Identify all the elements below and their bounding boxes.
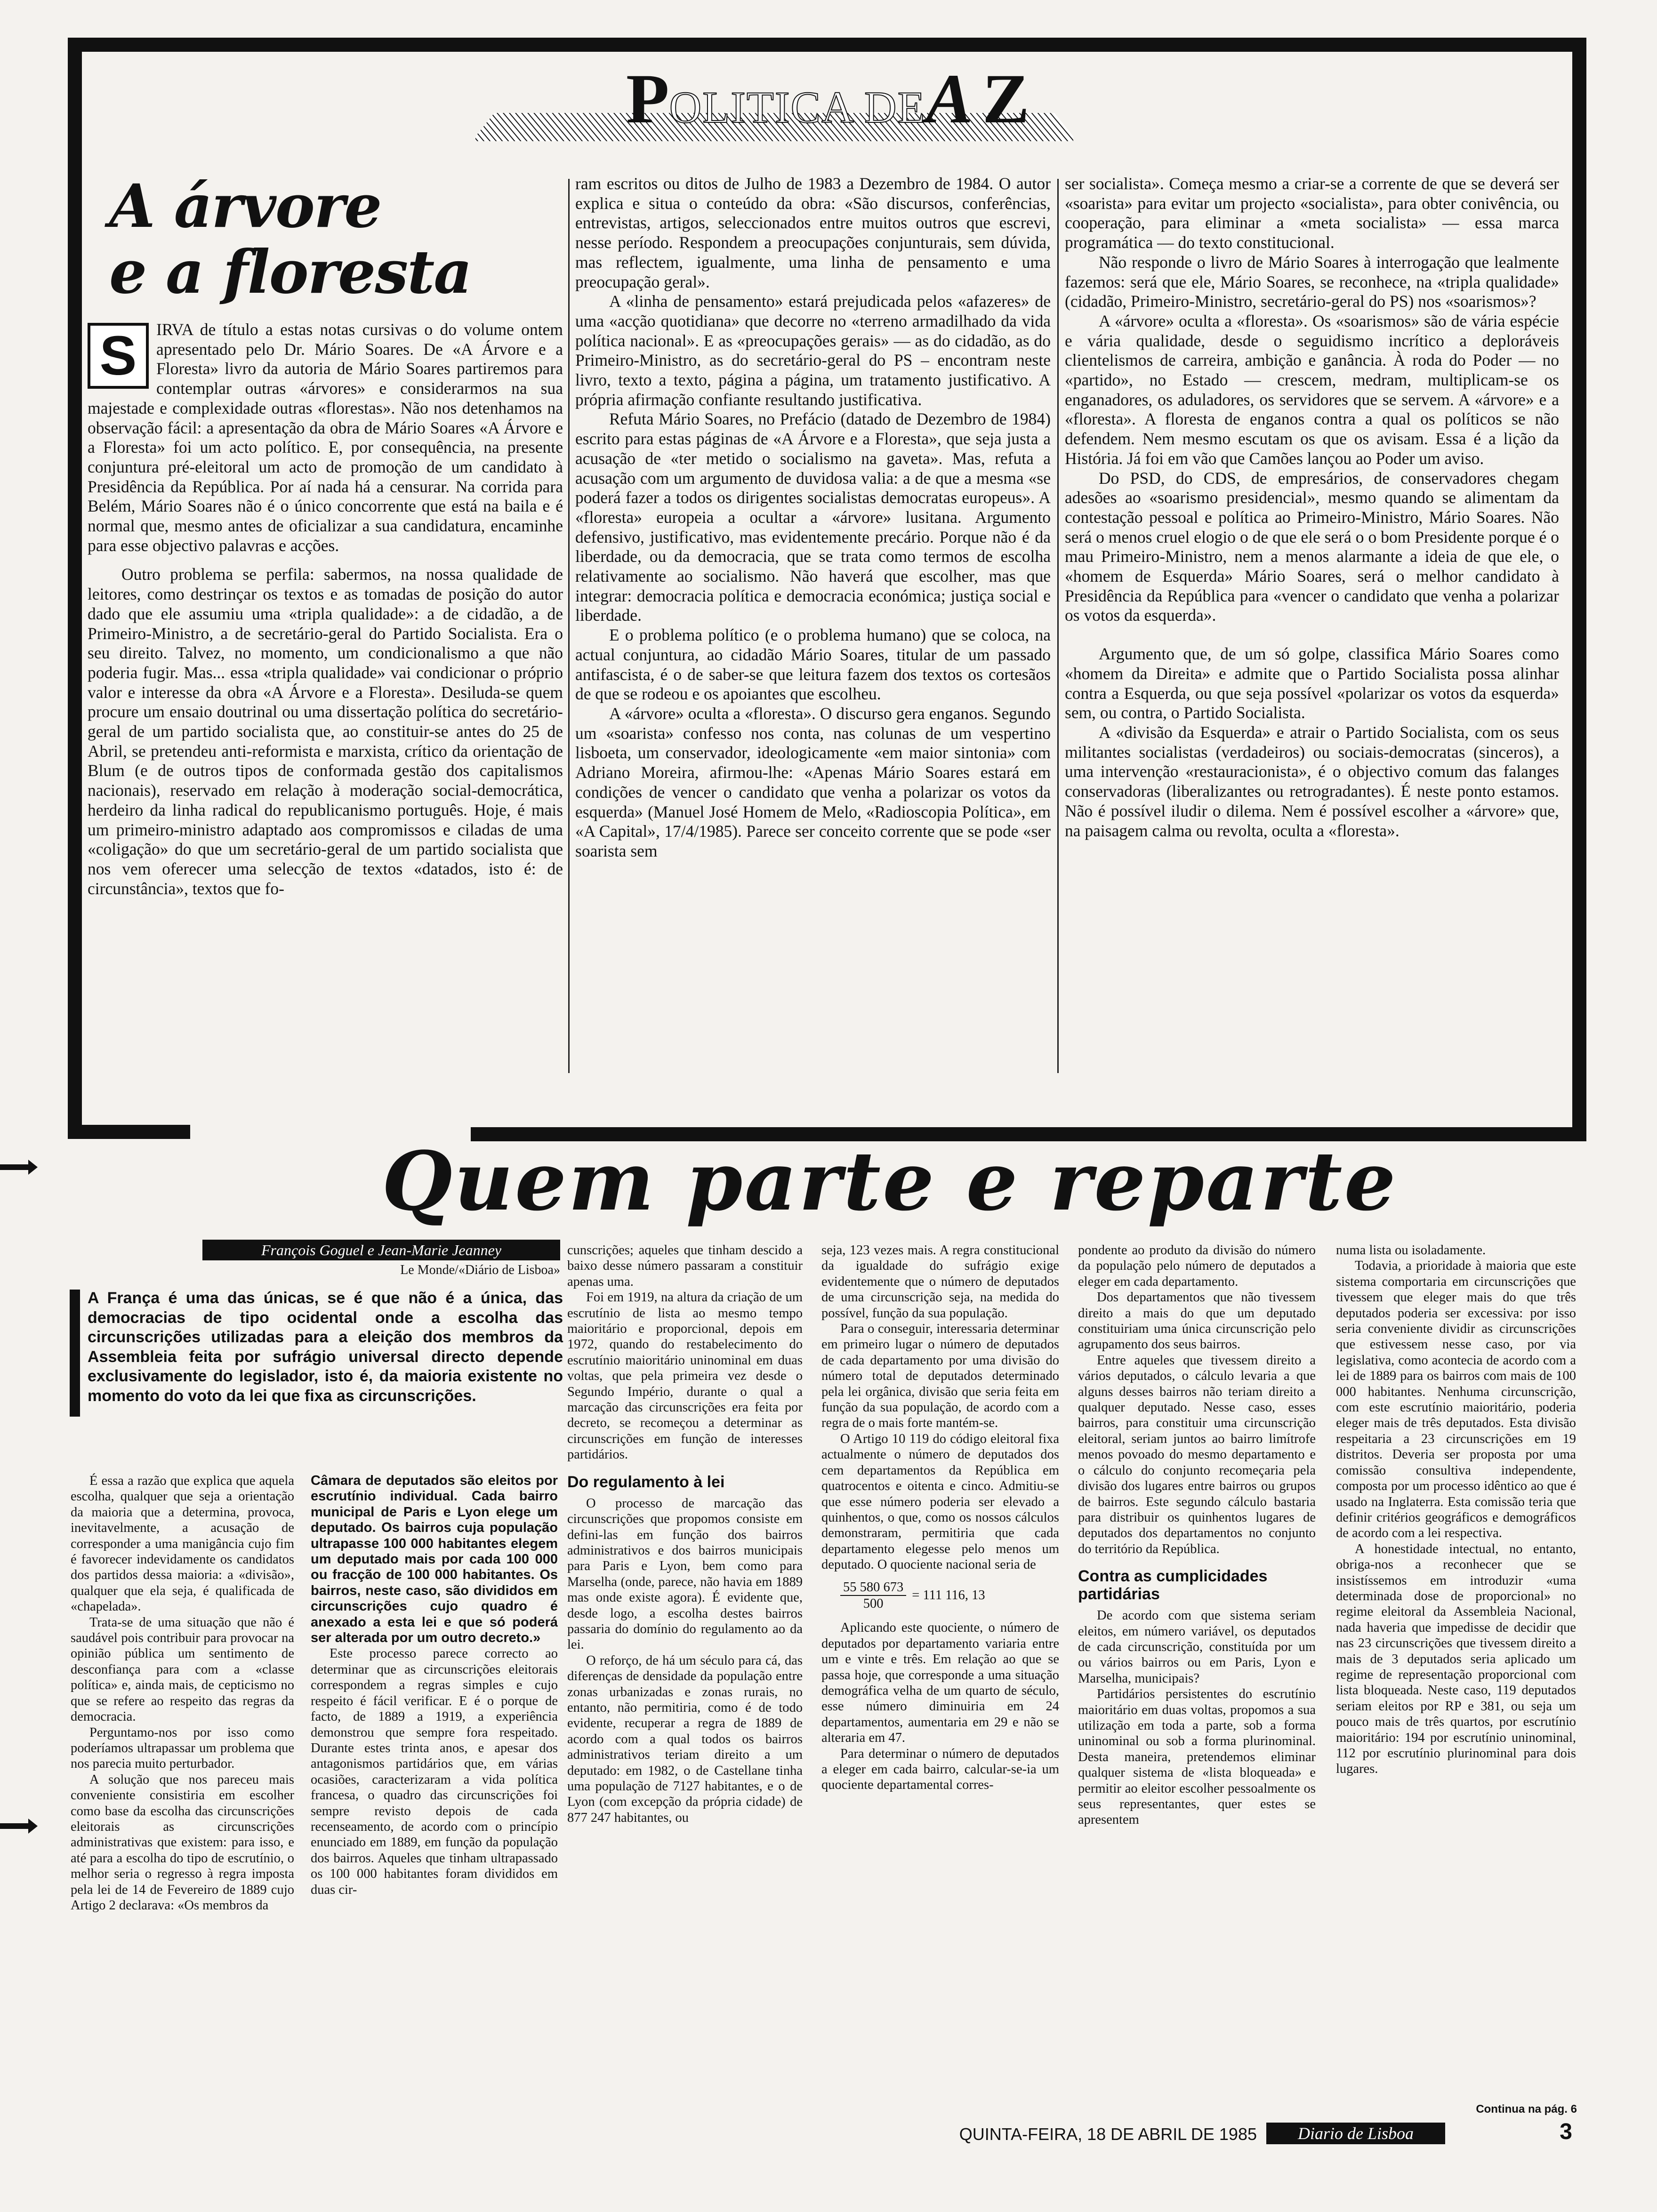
top-col2-para-4: E o problema político (e o problema humano) que se coloca, na actual conjuntura, ao cidadão Mário Soares, titular de um passado antifascista, é o de saber-se que leitura fazem dos textos os cortesãos de que se rodeou e os apoiantes que escolheu.	[575, 625, 1051, 704]
register-mark-1	[0, 1158, 38, 1177]
top-col2-para-1: ram escritos ou ditos de Julho de 1983 a Dezembro de 1984. O autor explica e situa o conteúdo da obra: «São discursos, conferências, entrevistas, artigos, seleccionados entre muitos outros que escrevi, nesse período. Respondem a preocupações conjunturais, sem dúvida, mas reflectem, igualmente, uma linha de pensamento e uma preocupação geral».	[575, 174, 1051, 291]
bottom-column-4	[821, 1242, 1059, 1793]
frame-corner-left	[68, 1059, 190, 1162]
footer-paper-name: Diario de Lisboa	[1297, 2124, 1414, 2143]
top-col1-para-2: Outro problema se perfila: sabermos, na nossa qualidade de leitores, como destrinçar os textos e as tomadas de posição do autor dado que ele assumiu uma «tripla qualidade»: a de cidadão, a de Primeiro-Ministro, a de secretário-geral do Partido Socialista. Era o seu direito. Talvez, no momento, um condicionalismo a que não poderia fugir. Mas... essa «tripla qualidade» vai condicionar o próprio valor e interesse da obra «A Árvore e a Floresta». Desiluda-se quem procure um ensaio doutrinal ou uma dissertação política do secretário-geral de um partido socialista que, ao constituir-se antes do 25 de Abril, se pretendeu anti-reformista e marxista, crítico da orientação de Blum (e de outros tipos de conformada gestão dos capitalismos nacionais), reservado em relação à moderação social-democrática, herdeiro da linha radical do republicanismo português. Hoje, é mais um primeiro-ministro adaptado aos compromissos e ciladas de uma «coligação» do que um secretário-geral de um partido socialista que nos vem oferecer uma selecção de textos «datados, isto é: de circunstância», textos que fo-	[88, 565, 563, 898]
frame-top-bar	[68, 38, 1586, 52]
headline-line-1: A árvore	[109, 171, 381, 241]
kicker-z: Z	[982, 60, 1030, 138]
top-col3-para-1: ser socialista». Começa mesmo a criar-se a corrente de que se deverá ser «soarista» para evitar um projecto «socialista», para obter conivência, ou cooperação, para eliminar a «meta socialista» — essa marca programática — do texto constitucional.	[1065, 174, 1559, 252]
kicker-p: P	[626, 60, 669, 138]
bottom-column-5	[1078, 1242, 1316, 1828]
footer-page-number: 3	[1560, 2119, 1572, 2144]
headline-line-2: e a floresta	[109, 237, 471, 307]
bottom-col3-para-2: Foi em 1919, na altura da criação de um escrutínio de lista ao mesmo tempo maioritário e proporcional, depois em 1972, quando do restabelecimento do escrutínio maioritário uninominal em duas voltas, que pela primeira vez desde o Segundo Império, durante o qual a marcação das circunscrições era feita por decreto, se recomeçou a determinar as circunscrições em função de interesses partidários.	[567, 1290, 803, 1462]
dropcap-letter: S	[99, 325, 137, 387]
register-mark-2	[0, 1817, 38, 1835]
kicker-olitica: OLITICA DE	[669, 82, 926, 132]
top-col3-para-3: A «árvore» oculta a «floresta». Os «soarismos» são de vária espécie e vária qualidade, desde o seguidismo incrítico a deploráveis clientelismos de carreira, ambição e ganância. À roda do Poder — no «partido», no Estado — crescem, medram, multiplicam-se os enganadores, os aduladores, os servidores que se servem. A «árvore» e a «floresta». A floresta de enganos contra a qual os políticos se não defendem. Nem mesmo escutam os que os avisam. Essa é a lição da História. Já foi em vão que Camões lançou ao Poder um aviso.	[1065, 311, 1559, 468]
top-col3-para-6: A «divisão da Esquerda» e atrair o Partido Socialista, com os seus militantes socialistas (verdadeiros) ou sociais-democratas (sinceros), a uma intervenção «restauracionista», é o objectivo comum das falanges conservadoras (liberalizantes ou retrogradantes). É neste ponto estamos. Não é possível iludir o dilema. Nem é possível escolher a «árvore» que, na paisagem calma ou revolta, oculta a «floresta».	[1065, 722, 1559, 840]
top-col3-para-5: Argumento que, de um só golpe, classifica Mário Soares como «homem da Direita» e admite que o Partido Socialista possa alinhar contra a Esquerda, ou que seja possível «polarizar os votos da esquerda» sem, ou contra, o Partido Socialista.	[1065, 644, 1559, 722]
bottom-column-3	[567, 1242, 803, 1826]
lead-bar	[70, 1290, 80, 1417]
top-column-3	[1065, 174, 1559, 841]
top-col3-para-2: Não responde o livro de Mário Soares à interrogação que lealmente fazemos: será que ele, Mário Soares, se reconhece, na «tripla qualidade» (cidadão, Primeiro-Ministro, secretário-geral do PS) nos «soarismos»?	[1065, 252, 1559, 311]
formula-numerator: 55 580 673	[840, 1579, 906, 1596]
quotient-formula	[840, 1579, 1059, 1612]
continua-note: Continua na pág. 6	[1476, 2103, 1577, 2116]
frame-corner-right	[1450, 1021, 1586, 1141]
byline-source: Le Monde/«Diário de Lisboa»	[400, 1263, 560, 1277]
top-col2-para-5: A «árvore» oculta a «floresta». O discurso gera enganos. Segundo um «soarista» confesso nos conta, nas colunas de um vespertino lisboeta, um conservador, ideologicamente «em maior sintonia» com Adriano Moreira, afirmou-lhe: «Apenas Mário Soares estará em condições de vencer o candidato que venha a polarizar os votos da esquerda» (Manuel José Homem de Melo, «Radioscopia Política», em «A Capital», 17/4/1985). Parece ser conceito corrente que se pode «ser soarista sem	[575, 704, 1051, 860]
footer-masthead	[1266, 2123, 1445, 2144]
bottom-col6-para-3: A honestidade intectual, no entanto, obriga-nos a reconhecer que se insistíssemos em introduzir «uma determinada dose de proporcional» no regime eleitoral da Assembleia Nacional, nada haveria que impedisse de decidir que nas 23 circunscrições que tivessem direito a mais de 3 deputados seria aplicado um regime de representação proporcional com lista bloqueada. Neste caso, 119 deputados seriam eleitos por RP e 381, ou seja um pouco mais de três quartos, por escrutínio maioritário: 194 por escrutínio uninominal, 112 por escrutínio plurinominal para dois lugares.	[1336, 1541, 1576, 1777]
bottom-col3-heading: Do regulamento à lei	[567, 1473, 725, 1491]
bottom-col5-para-4: De acordo com que sistema seriam eleitos, em número variável, os deputados de cada circunscrição, constituída por um ou vários bairros ou em Paris, Lyon e Marselha, municipais?	[1078, 1608, 1316, 1686]
kicker-banner	[475, 60, 1073, 141]
kicker-a: A	[925, 60, 973, 138]
byline-text: François Goguel e Jean-Marie Jeanney	[261, 1242, 502, 1258]
bottom-col5-para-2: Dos departamentos que não tivessem direito a mais do que um deputado constituiriam uma única circunscrição pelo agrupamento dos seus bairros.	[1078, 1290, 1316, 1352]
top-column-1	[88, 320, 563, 898]
bottom-col3-para-4: O reforço, de há um século para cá, das diferenças de densidade da população entre zonas urbanizadas e zonas rurais, no entanto, não permitiria, como é de todo evidente, recuperar a regra de 1889 de acordo com a qual todos os bairros administrativos teriam direito a um deputado: em 1982, o de Castellane tinha uma população de 7127 habitantes, e o de Lyon (com excepção da própria cidade) de 877 247 habitantes, ou	[567, 1653, 803, 1825]
footer-date: QUINTA-FEIRA, 18 DE ABRIL DE 1985	[959, 2124, 1257, 2144]
bottom-col4-para-5: Para determinar o número de deputados a eleger em cada bairro, calcular-se-ia um quociente departamental corres-	[821, 1746, 1059, 1793]
bottom-col1-para-2: Trata-se de uma situação que não é saudável pois contribuir para provocar na opinião pública um sentimento de desconfiança para com a «classe política» e, ainda mais, de cepticismo no que se refere ao respeito das regras da democracia.	[71, 1615, 294, 1724]
bottom-col5-para-5: Partidários persistentes do escrutínio maioritário em duas voltas, propomos a sua utilização em toda a parte, sob a forma uninominal ou sob a forma plurinominal. Desta maneira, pretendemos eliminar qualquer sistema de «lista bloqueada» e permitir ao eleitor escolher pessoalmente os seus representantes, quer estes se apresentem	[1078, 1687, 1316, 1827]
bottom-column-2	[311, 1473, 558, 1898]
bottom-column-1	[71, 1473, 294, 1913]
bottom-col1-para-3: Perguntamo-nos por isso como poderíamos ultrapassar um problema que nos parecia muito perturbador.	[71, 1725, 294, 1771]
bottom-col4-para-1: seja, 123 vezes mais. A regra constitucional da igualdade do sufrágio exige evidentemente que o número de deputados de uma circunscrição seja, na medida do possível, função da sua população.	[821, 1243, 1059, 1321]
bottom-col1-para-1: É essa a razão que explica que aquela escolha, qualquer que seja a orientação da maioria que a determina, provoca, inevitavelmente, a acusação de corresponder a uma manigância cujo fim é favorecer indevidamente os candidatos dos partidos dessa maioria: a «divisão», qualquer que ela seja, é qualificada de «chapelada».	[71, 1474, 294, 1614]
bottom-col4-para-2: Para o conseguir, interessaria determinar em primeiro lugar o número de deputados de cada departamento por uma divisão do número total de deputados determinado pela lei orgânica, divisão que seria feita em função da sua população, de acordo com a regra de o mais forte mantém-se.	[821, 1322, 1059, 1431]
lead-paragraph: A França é uma das únicas, se é que não é a única, das democracias de tipo ocidental onde a escolha das circunscrições utilizadas para a eleição dos membros da Assembleia feita por sufrágio universal directo depende exclusivamente do legislador, isto é, da maioria existente no momento do voto da lei que fixa as circunscrições.	[88, 1289, 563, 1405]
bottom-col6-para-1: numa lista ou isoladamente.	[1336, 1243, 1486, 1258]
bottom-col1-para-4: A solução que nos pareceu mais conveniente consistiria em escolher como base da escolha das circunscrições eleitorais as circunscrições administrativas que existem: para isso, e até para a escolha do tipo de escrutínio, o melhor seria o regresso à regra imposta pela lei de 14 de Fevereiro de 1889 cujo Artigo 2 declarava: «Os membros da	[71, 1772, 294, 1913]
top-column-2	[575, 174, 1051, 861]
bottom-col3-para-3: O processo de marcação das circunscrições que propomos consiste em defini-las em função dos bairros administrativos e dos bairros municipais para Paris e Lyon, bem como para Marselha (onde, parece, não havia em 1889 mas onde existe agora). É evidente que, desde logo, a escolha destes bairros passaria do domínio do regulamento ao da lei.	[567, 1496, 803, 1652]
frame-right-bar	[1572, 38, 1586, 1026]
bottom-col2-para-1: Este processo parece correcto ao determinar que as circunscrições eleitorais correspondem a regras simples e cujo respeito é fácil verificar. E é o porque de facto, de 1889 a 1919, a experiência demonstrou que sempre fora respeitado. Durante estes trinta anos, e apesar dos antagonismos partidários que, em várias ocasiões, caracterizaram a vida política francesa, o quadro das circunscrições foi sempre revisto depois de cada recenseamento, de acordo com o princípio enunciado em 1889, em função da população dos bairros. Aqueles que tinham ultrapassado os 100 000 habitantes foram divididos em duas cir-	[311, 1646, 558, 1897]
top-col1-para-1: IRVA de título a estas notas cursivas o do volume ontem apresentado pelo Dr. Mário Soares. De «A Árvore e a Floresta» livro da autoria de Mário Soares partiremos para contemplar outras «árvores» e considerarmos na sua majestade e complexidade outras «florestas». Não nos detenhamos na observação fácil: a apresentação da obra de Mário Soares «A Árvore e a Floresta» foi um acto político. E, por consequência, na presente conjuntura pré-eleitoral um acto de promoção de um candidato à Presidência da República. Por aí nada há a censurar. Na corrida para Belém, Mário Soares não é o único concorrente que está na baila e é normal que, mesmo antes de oficializar a sua candidatura, encaminhe para esse objectivo palavras e acções.	[88, 320, 563, 555]
bottom-col4-para-3: O Artigo 10 119 do código eleitoral fixa actualmente o número de deputados dos cem departamentos da República em quatrocentos e oitenta e cinco. Admitiu-se que esse número poderia ser elevado a quinhentos, o que, como os nossos cálculos demonstraram, permitiria que cada departamento elegesse pelo menos um deputado. O quociente nacional seria de	[821, 1431, 1059, 1572]
headline-bottom: Quem parte e reparte	[382, 1133, 1398, 1229]
bottom-column-6	[1336, 1242, 1576, 1777]
formula-result: = 111 116, 13	[912, 1588, 985, 1603]
bottom-col5-heading: Contra as cumplicidades partidárias	[1078, 1567, 1268, 1603]
bottom-col5-para-1: pondente ao produto da divisão do número da população pelo número de deputados a eleger em cada departamento.	[1078, 1243, 1316, 1289]
dropcap	[88, 323, 149, 389]
bottom-col3-para-1: cunscrições; aqueles que tinham descido a baixo desse número passaram a constituir apenas uma.	[567, 1243, 803, 1289]
top-col2-para-3: Refuta Mário Soares, no Prefácio (datado de Dezembro de 1984) escrito para estas páginas de «A Árvore e a Floresta», que seja justa a acusação de «ter metido o socialismo na gaveta». Mas, refuta a acusação com um argumento de duvidosa valia: a de que a mesma «se poderá fazer a todos os dirigentes socialistas democratas europeus». A «floresta» europeia a ocultar a «árvore» lusitana. Argumento defensivo, justificativo, mas evidentemente precário. Porque não é da liberdade, ou da democracia, que se trata como termos de escolha relativamente ao socialismo. Não haverá que escolher, mas que integrar: democracia política e democracia económica; justiça social e liberdade.	[575, 409, 1051, 625]
formula-denominator: 500	[863, 1596, 884, 1611]
bottom-col4-para-4: Aplicando este quociente, o número de deputados por departamento variaria entre um e vinte e três. Em relação ao que se passa hoje, que corresponde a uma situação demográfica velha de um quarto de século, esse número diminuiria em 24 departamentos, aumentaria em 29 e não se alteraria em 47.	[821, 1620, 1059, 1746]
bottom-col5-para-3: Entre aqueles que tivessem direito a vários deputados, o cálculo levaria a que alguns desses bairros não teriam direito a qualquer deputado. Nesse caso, esses bairros, para constituir uma circunscrição eleitoral, seriam juntos ao bairro limítrofe menos povoado do mesmo departamento e o cálculo do conjunto recomeçaria pela divisão dos lugares entre bairros ou grupos de bairros. Este segundo cálculo bastaria para distribuir os quinhentos lugares de deputados dos departamentos no conjunto do território da República.	[1078, 1353, 1316, 1556]
byline	[202, 1240, 560, 1260]
bottom-col2-bold: Câmara de deputados são eleitos por escrutínio individual. Cada bairro municipal de Paris e Lyon elege um deputado. Os bairros cuja população ultrapasse 100 000 habitantes elegem um deputado mais por cada 100 000 ou fracção de 100 000 habitantes. Os bairros, neste caso, são divididos em circunscrições cujo quadro é anexado a esta lei e que só poderá ser alterada por um outro decreto.»	[311, 1473, 558, 1646]
top-col2-para-2: A «linha de pensamento» estará prejudicada pelos «afazeres» de uma «acção quotidiana» que decorre no «terreno armadilhado da vida política nacional». E as «preocupações gerais» — as do cidadão, as do Primeiro-Ministro, as do secretário-geral do PS – encontram neste livro, texto a texto, página a página, um tratamento justificativo. A própria afirmação confiante resultando justificativa.	[575, 292, 1051, 409]
headline-top	[109, 173, 533, 305]
bottom-col6-para-2: Todavia, a prioridade à maioria que este sistema comportaria em circunscrições que tivessem que eleger mais do que três deputados poderia ser excessiva: por isso seria conveniente dividir as circunscrições que estivessem nesse caso, por via legislativa, como acontecia de acordo com a lei de 1889 para os bairros com mais de 100 000 habitantes. Nenhuma circunscrição, com este escrutínio maioritário, poderia eleger mais de três deputados. Esta divisão respeitaria a 23 circunscrições em 19 distritos. Deveria ser proposta por uma comissão consultiva independente, composta por um processo idêntico ao que é usado na Inglaterra. Esta comissão teria que definir critérios geográficos e demográficos de acordo com a lei respectiva.	[1336, 1258, 1576, 1541]
top-rule-2	[1057, 179, 1059, 1073]
frame-left-bar	[68, 38, 82, 1125]
top-col3-para-4: Do PSD, do CDS, de empresários, de conservadores chegam adesões ao «soarismo presidencial», mesmo quando se alimentam da contestação pessoal e política ao Primeiro-Ministro, Mário Soares. Não será o menos cruel elogio o de que ele será o o bom Presidente porque é o mau Primeiro-Ministro, nem a menos alarmante a ideia de que ele, o «homem de Esquerda» Mário Soares, será o melhor candidato à Presidência da República para «vencer o candidato que venha a polarizar os votos da esquerda».	[1065, 468, 1559, 625]
top-rule-1	[568, 179, 570, 1073]
